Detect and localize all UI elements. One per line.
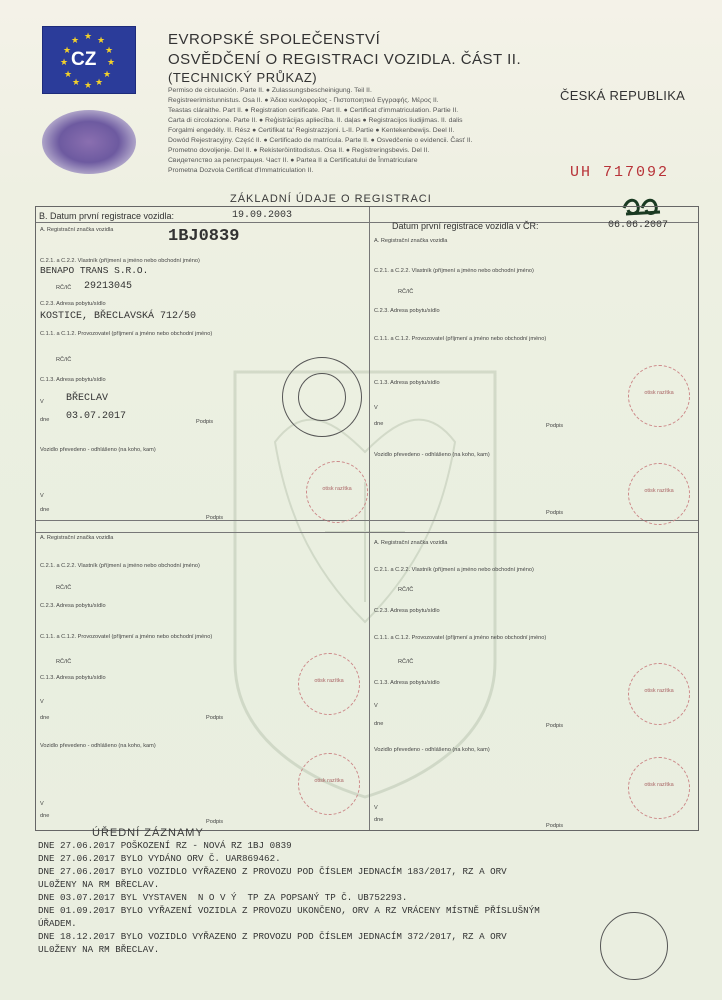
owner-address: KOSTICE, BŘECLAVSKÁ 712/50 <box>40 311 197 322</box>
transfer-label: Vozidlo převedeno - odhlášeno (na koho, kam) <box>374 452 490 458</box>
rcic-label: RČ/IČ <box>56 585 72 591</box>
signature-label: Podpis <box>206 819 224 825</box>
record-line: UL0ŽENY NA RM BŘECLAV. <box>38 879 160 890</box>
owner-name: BENAPO TRANS S.R.O. <box>40 265 149 276</box>
serial-number: UH 717092 <box>570 164 670 181</box>
multilingual-line: Свидетелство за регистрация. Част II. ● Partea II a Certificatului de Înmatriculare <box>168 157 418 164</box>
place-label: V <box>374 703 378 709</box>
multilingual-line: Prometno dovoljenje. Del II. ● Rekisteröintitodistus. Osa II. ● Registreringsbevis. Del II. <box>168 147 430 154</box>
country-code: CZ <box>71 49 97 70</box>
owner-address-label: C.2.3. Adresa pobytu/sídlo <box>40 301 106 307</box>
official-records-header: ÚŘEDNÍ ZÁZNAMY <box>92 827 204 839</box>
signature-label: Podpis <box>206 515 224 521</box>
place-value: BŘECLAV <box>66 393 109 404</box>
stamp-placeholder: otisk razítka <box>628 757 690 819</box>
place-label: V <box>374 805 378 811</box>
owner-address-label: C.2.3. Adresa pobytu/sídlo <box>374 308 440 314</box>
title-line3: (TECHNICKÝ PRŮKAZ) <box>168 70 318 85</box>
place-label: V <box>374 405 378 411</box>
rcic-label: RČ/IČ <box>398 289 414 295</box>
first-registration-cz-date: 06.06.2007 <box>608 220 669 231</box>
record-line: ÚŘADEM. <box>38 918 77 929</box>
operator-address-label: C.1.3. Adresa pobytu/sídlo <box>40 675 106 681</box>
place-label: V <box>40 801 44 807</box>
date-value: 03.07.2017 <box>66 411 127 422</box>
date-label: dne <box>374 721 384 727</box>
title-line1: EVROPSKÉ SPOLEČENSTVÍ <box>168 31 381 48</box>
owner-label: C.2.1. a C.2.2. Vlastník (příjmení a jméno nebo obchodní jméno) <box>374 268 534 274</box>
plate-label: A. Registrační značka vozidla <box>374 238 448 244</box>
hologram-seal-icon <box>42 110 136 174</box>
transfer-label: Vozidlo převedeno - odhlášeno (na koho, kam) <box>40 743 156 749</box>
operator-rcic-label: RČ/IČ <box>56 357 72 363</box>
signature-label: Podpis <box>546 723 564 729</box>
multilingual-line: Registreerimistunnistus. Osa II. ● Άδεια κυκλοφορίας - Πιστοποιητικό Εγγραφής. Μέρος ΙΙ. <box>168 97 439 104</box>
multilingual-title-list <box>168 86 548 176</box>
eu-cz-flag: ★ ★ ★ ★ ★ ★ ★ ★ ★ ★ ★ ★ CZ <box>42 26 136 94</box>
row-divider <box>36 520 698 521</box>
row-divider <box>36 532 698 533</box>
operator-rcic-label: RČ/IČ <box>56 659 72 665</box>
operator-label: C.1.1. a C.1.2. Provozovatel (příjmení a jméno nebo obchodní jméno) <box>374 336 547 342</box>
operator-address-label: C.1.3. Adresa pobytu/sídlo <box>374 680 440 686</box>
date-label: dne <box>40 417 50 423</box>
owner-address-label: C.2.3. Adresa pobytu/sídlo <box>40 603 106 609</box>
rcic-label: RČ/IČ <box>398 587 414 593</box>
record-line: DNE 03.07.2017 BYL VYSTAVEN N O V Ý TP ZA POPSANÝ TP Č. UB752293. <box>38 892 408 903</box>
place-label: V <box>40 699 44 705</box>
date-label: dne <box>374 421 384 427</box>
record-line: DNE 18.12.2017 BYLO VOZIDLO VYŘAZENO Z PROVOZU POD ČÍSLEM JEDNACÍM 372/2017, RZ A ORV <box>38 931 507 942</box>
plate-number: 1BJ0839 <box>168 227 240 246</box>
signature-label: Podpis <box>206 715 224 721</box>
transfer-label: Vozidlo převedeno - odhlášeno (na koho, kam) <box>40 447 156 453</box>
place-label: V <box>40 493 44 499</box>
official-seal-icon <box>600 912 668 980</box>
operator-label: C.1.1. a C.1.2. Provozovatel (příjmení a jméno nebo obchodní jméno) <box>40 331 213 337</box>
operator-label: C.1.1. a C.1.2. Provozovatel (příjmení a jméno nebo obchodní jméno) <box>40 634 213 640</box>
stamp-placeholder: otisk razítka <box>628 365 690 427</box>
registration-table <box>35 206 699 831</box>
signature-label: Podpis <box>546 510 564 516</box>
first-registration-date: 19.09.2003 <box>232 210 293 221</box>
date-label: dne <box>40 507 50 513</box>
record-line: DNE 27.06.2017 POŠKOZENÍ RZ - NOVÁ RZ 1BJ 0839 <box>38 840 292 851</box>
plate-label: A. Registrační značka vozidla <box>40 227 114 233</box>
owner-label: C.2.1. a C.2.2. Vlastník (příjmení a jméno nebo obchodní jméno) <box>40 258 200 264</box>
stamp-placeholder: otisk razítka <box>298 753 360 815</box>
multilingual-line: Forgalmi engedély. II. Rész ● Certifikat ta' Registrazzjoni. L-II. Partie ● Kentekenbewijs. Deel II. <box>168 127 455 134</box>
record-line: UL0ŽENY NA RM BŘECLAV. <box>38 944 160 955</box>
first-registration-cz-label: Datum první registrace vozidla v ČR: <box>392 221 539 231</box>
row-divider <box>36 222 698 223</box>
stamp-placeholder: otisk razítka <box>628 463 690 525</box>
date-label: dne <box>40 813 50 819</box>
owner-label: C.2.1. a C.2.2. Vlastník (příjmení a jméno nebo obchodní jméno) <box>374 567 534 573</box>
basic-data-header: ZÁKLADNÍ ÚDAJE O REGISTRACI <box>230 193 432 205</box>
column-divider <box>369 207 370 830</box>
operator-address-label: C.1.3. Adresa pobytu/sídlo <box>40 377 106 383</box>
multilingual-line: Carta di circolazione. Parte II. ● Reģistrācijas apliecība. II. daļas ● Registracijos liudijimas. II. dalis <box>168 117 463 124</box>
multilingual-line: Permiso de circulación. Parte II. ● Zulassungsbescheinigung. Teil II. <box>168 87 372 94</box>
stamp-placeholder: otisk razítka <box>628 663 690 725</box>
owner-rcic: 29213045 <box>84 281 133 292</box>
official-seal-inner-icon <box>298 373 346 421</box>
rcic-label: RČ/IČ <box>56 285 72 291</box>
plate-label: A. Registrační značka vozidla <box>374 540 448 546</box>
multilingual-line: Dowód Rejestracyjny. Część II. ● Certificado de matrícula. Parte II. ● Osvedčenie o evidencii. Časť II. <box>168 137 473 144</box>
multilingual-line: Prometna Dozvola Certificat d'Immatriculation II. <box>168 167 314 174</box>
operator-label: C.1.1. a C.1.2. Provozovatel (příjmení a jméno nebo obchodní jméno) <box>374 635 547 641</box>
title-line2: OSVĚDČENÍ O REGISTRACI VOZIDLA. ČÁST II. <box>168 51 522 68</box>
transfer-label: Vozidlo převedeno - odhlášeno (na koho, kam) <box>374 747 490 753</box>
record-line: DNE 01.09.2017 BYLO VYŘAZENÍ VOZIDLA Z PROVOZU UKONČENO, ORV A RZ VRÁCENY MÍSTNĚ PŘÍSLUŠNÝM <box>38 905 540 916</box>
date-label: dne <box>40 715 50 721</box>
country-name: ČESKÁ REPUBLIKA <box>560 88 686 103</box>
stamp-placeholder: otisk razítka <box>298 653 360 715</box>
operator-rcic-label: RČ/IČ <box>398 659 414 665</box>
owner-address-label: C.2.3. Adresa pobytu/sídlo <box>374 608 440 614</box>
first-registration-label: B. Datum první registrace vozidla: <box>39 211 175 221</box>
place-label: V <box>40 399 44 405</box>
record-line: DNE 27.06.2017 BYLO VOZIDLO VYŘAZENO Z PROVOZU POD ČÍSLEM JEDNACÍM 183/2017, RZ A ORV <box>38 866 507 877</box>
owner-label: C.2.1. a C.2.2. Vlastník (příjmení a jméno nebo obchodní jméno) <box>40 563 200 569</box>
multilingual-line: Teastas cláraithe. Part II. ● Registration certificate. Part II. ● Certificat d'immatriculation. Partie II. <box>168 107 459 114</box>
signature-label: Podpis <box>196 419 214 425</box>
plate-label: A. Registrační značka vozidla <box>40 535 114 541</box>
signature-label: Podpis <box>546 423 564 429</box>
stamp-placeholder: otisk razítka <box>306 461 368 523</box>
record-line: DNE 27.06.2017 BYLO VYDÁNO ORV Č. UAR869462. <box>38 853 281 864</box>
date-label: dne <box>374 817 384 823</box>
operator-address-label: C.1.3. Adresa pobytu/sídlo <box>374 380 440 386</box>
signature-label: Podpis <box>546 823 564 829</box>
